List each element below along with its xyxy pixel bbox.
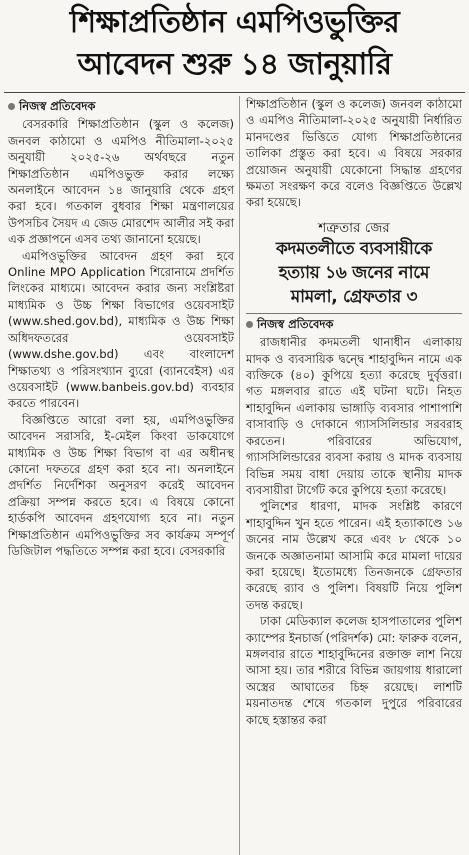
column-divider [239,96,240,855]
article-1-paragraph-1: বেসরকারি শিক্ষাপ্রতিষ্ঠান (স্কুল ও কলেজ) জনবল কাঠামো ও এমপিও নীতিমালা-২০২৫ অনুযায়ী ২০২৫-২৬ অর্থবছরে নতুন শিক্ষাপ্রতিষ্ঠান এমপিওভুক্ত করার লক্ষ্যে অনলাইনে আবেদন ১৪ জানুয়ারি থেকে গ্রহণ করা হবে। গতকাল বুধবার শিক্ষা মন্ত্রণালয়ের উপসচিব সৈয়দ এ জেড মোরশেদ আলীর সই করা এক প্রজ্ঞাপনে এসব তথ্য জানানো হয়েছে। [8,117,234,247]
headline-rule [4,92,465,93]
article-1-paragraph-4: শিক্ষাপ্রতিষ্ঠান (স্কুল ও কলেজ) জনবল কাঠামো ও এমপিও নীতিমালা-২০২৫ অনুযায়ী নির্ধারিত মানদণ্ডের ভিত্তিতে যোগ্য শিক্ষাপ্রতিষ্ঠানের তালিকা প্রস্তুত করা হবে। এ বিষয়ে সরকার প্রয়োজন অনুযায়ী যেকোনো সিদ্ধান্ত গ্রহণের ক্ষমতা সংরক্ষণ করে বলেও বিজ্ঞপ্তিতে উল্লেখ করা হয়েছে। [246,97,462,210]
reporter-label: নিজস্ব প্রতিবেদক [257,316,334,331]
reporter-label: নিজস্ব প্রতিবেদক [19,99,96,113]
headline-line-2: আবেদন শুরু ১৪ জানুয়ারি [77,47,392,82]
headline-line-1: শিক্ষাপ্রতিষ্ঠান এমপিওভুক্তির [69,5,400,40]
article-1-paragraph-3: বিজ্ঞপ্তিতে আরো বলা হয়, এমপিওভুক্তির আবেদন সরাসরি, ই-মেইল কিংবা ডাকযোগে মাধ্যমিক ও উচ্চ শিক্ষা বিভাগ বা এর অধীনস্থ কোনো দফতরে গ্রহণ করা হবে না। অনলাইনে প্রদর্শিত নির্দেশিকা অনুসরণ করেই আবেদন প্রক্রিয়া সম্পন্ন করতে হবে। এ বিষয়ে কোনো হার্ডকপি আবেদন গ্রহণযোগ্য হবে না। নতুন শিক্ষাপ্রতিষ্ঠান এমপিওভুক্তির সব কার্যক্রম সম্পূর্ণ ডিজিটাল পদ্ধতিতে সম্পন্ন করা হবে। বেসরকারি [8,412,234,558]
article-1-paragraph-2: এমপিওভুক্তির আবেদন গ্রহণ করা হবে Online MPO Application শিরোনামে প্রদর্শিত লিংকের মাধ্যমে। আবেদন করার জন্য সংশ্লিষ্টরা মাধ্যমিক ও উচ্চ শিক্ষা বিভাগের ওয়েবসাইট (www.shed.gov.bd), মাধ্যমিক ও উচ্চ শিক্ষা অধিদফতরের ওয়েবসাইট (www.dshe.gov.bd) এবং বাংলাদেশ শিক্ষাতথ্য ও পরিসংখ্যান ব্যুরো (ব্যানবেইস) এর ওয়েবসাইট (www.banbeis.gov.bd) ব্যবহার করতে পারবেন। [8,248,234,411]
article-1-left-column [8,96,234,559]
article-2-title-line-1: কদমতলীতে ব্যবসায়ীকে [275,238,433,259]
article-2-paragraph-2: পুলিশের ধারণা, মাদক সংশ্লিষ্ট কারণে শাহাবুদ্দিন খুন হতে পারেন। এই হত্যাকাণ্ডে ১৬ জনের নাম উল্লেখ করে এবং ৮ থেকে ১০ জনকে অজ্ঞাতনামা আসামি করে মামলা দায়ের করা হয়েছে। ইতোমধ্যে তিনজনকে গ্রেফতার করেছে র‌্যাব ও পুলিশ। বিষয়টি নিয়ে পুলিশ তদন্ত করছে। [246,499,462,612]
headline [0,0,469,86]
article-2-title [246,237,462,309]
article-2-rule [246,313,462,314]
right-column [246,96,462,728]
article-2-title-line-2: হত্যায় ১৬ জনের নামে [278,262,430,283]
bullet-icon [8,103,15,110]
article-2-kicker: শত্রুতার জের [318,219,390,236]
article-2-title-line-3: মামলা, গ্রেফতার ৩ [290,286,418,307]
bullet-icon [246,321,253,328]
article-2-byline [246,316,462,332]
article-1-byline [8,98,234,114]
article-2-paragraph-1: রাজধানীর কদমতলী থানাধীন এলাকায় মাদক ও ব্যবসায়িক দ্বন্দ্বে শাহাবুদ্দিন নামে এক ব্যক্তিকে (৪০) কুপিয়ে হত্যা করেছে দুর্বৃত্তরা। গত মঙ্গলবার রাতে এই ঘটনা ঘটে। নিহত শাহাবুদ্দিন এলাকায় ভাঙ্গাড়ি ব্যবসার পাশাপাশি বাসাবাড়ি ও দোকানে গ্যাসসিলিন্ডার সরবরাহ করতেন। পরিবারের অভিযোগ, গ্যাসসিলিন্ডারের ব্যবসা করায় ও মাদক ব্যবসায় বিভিন্ন সময় বাধা দেয়ায় তাকে স্থানীয় মাদক ব্যবসায়ীরা টার্গেট করে কুপিয়ে হত্যা করেছে। [246,335,462,497]
article-2-paragraph-3: ঢাকা মেডিক্যাল কলেজ হাসপাতালের পুলিশ ক্যাম্পের ইনচার্জ (পরিদর্শক) মো: ফারুক বলেন, মঙ্গলবার রাতে শাহাবুদ্দিনের রক্তাক্ত লাশ নিয়ে আসা হয়। তার শরীরে বিভিন্ন জায়গায় ধারালো অস্ত্রের আঘাতের চিহ্ন রয়েছে। লাশটি ময়নাতদন্ত শেষে গতকাল দুপুরে পরিবারের কাছে হস্তান্তর করা [246,614,462,727]
